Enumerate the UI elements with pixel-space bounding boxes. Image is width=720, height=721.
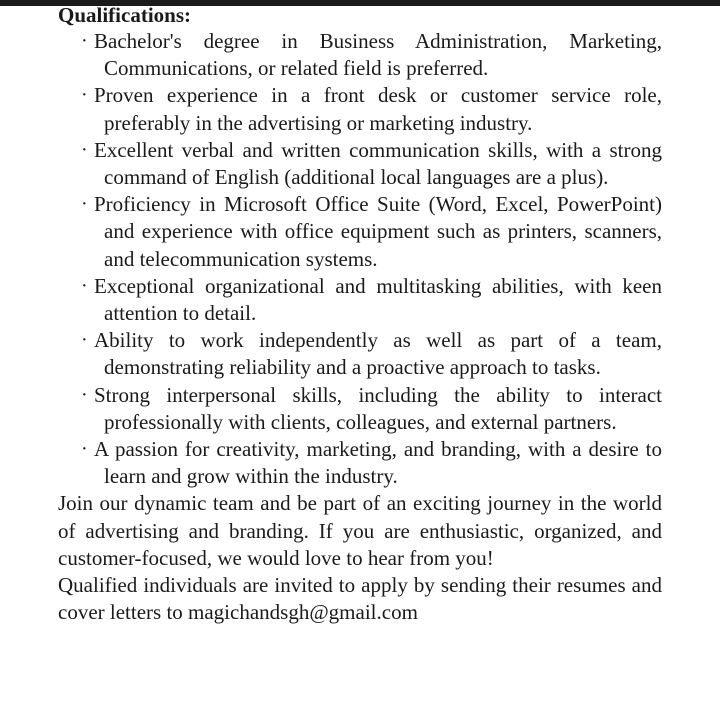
bullet-icon: ·: [81, 30, 88, 52]
qualification-item: [58, 191, 662, 273]
qualification-item: [58, 82, 662, 136]
qualification-item: [58, 273, 662, 327]
qualifications-heading: Qualifications:: [58, 3, 192, 27]
qualification-text: Ability to work independently as well as part of a team, demonstrating reliability and a proactive approach to tasks.: [94, 328, 662, 380]
qualification-item: [58, 28, 662, 82]
apply-paragraph: Qualified individuals are invited to apply by sending their resumes and cover letters to magichandsgh@gmail.com: [58, 573, 662, 625]
qualification-text: Excellent verbal and written communication skills, with a strong command of English (additional local languages are a plus).: [94, 137, 662, 190]
qualification-text: Exceptional organizational and multitasking abilities, with keen attention to detail.: [94, 273, 662, 326]
bullet-icon: ·: [81, 193, 88, 216]
qualification-text: A passion for creativity, marketing, and branding, with a desire to learn and grow within the industry.: [94, 437, 662, 489]
qualification-item: [58, 436, 662, 490]
bullet-icon: ·: [81, 383, 88, 406]
bullet-icon: ·: [81, 138, 88, 161]
qualification-text: Proven experience in a front desk or customer service role, preferably in the advertising or marketing industry.: [94, 83, 662, 135]
qualification-text: Bachelor's degree in Business Administration, Marketing, Communications, or related field is preferred.: [94, 29, 662, 81]
qualification-text: Proficiency in Microsoft Office Suite (Word, Excel, PowerPoint) and experience with office equipment such as printers, scanners, and telecommunication systems.: [94, 192, 662, 271]
bullet-icon: ·: [81, 84, 88, 107]
document-body: [58, 4, 662, 626]
bullet-icon: ·: [81, 329, 88, 352]
qualification-item: [58, 327, 662, 381]
qualifications-list: [58, 28, 662, 490]
bullet-icon: ·: [81, 274, 88, 297]
qualification-item: [58, 137, 662, 191]
closing-paragraph: Join our dynamic team and be part of an exciting journey in the world of advertising and branding. If you are enthusiastic, organized, and customer-focused, we would love to hear from you!: [58, 491, 662, 570]
bullet-icon: ·: [81, 438, 88, 461]
qualification-text: Strong interpersonal skills, including the ability to interact professionally with clients, colleagues, and external partners.: [94, 382, 662, 434]
qualification-item: [58, 382, 662, 436]
